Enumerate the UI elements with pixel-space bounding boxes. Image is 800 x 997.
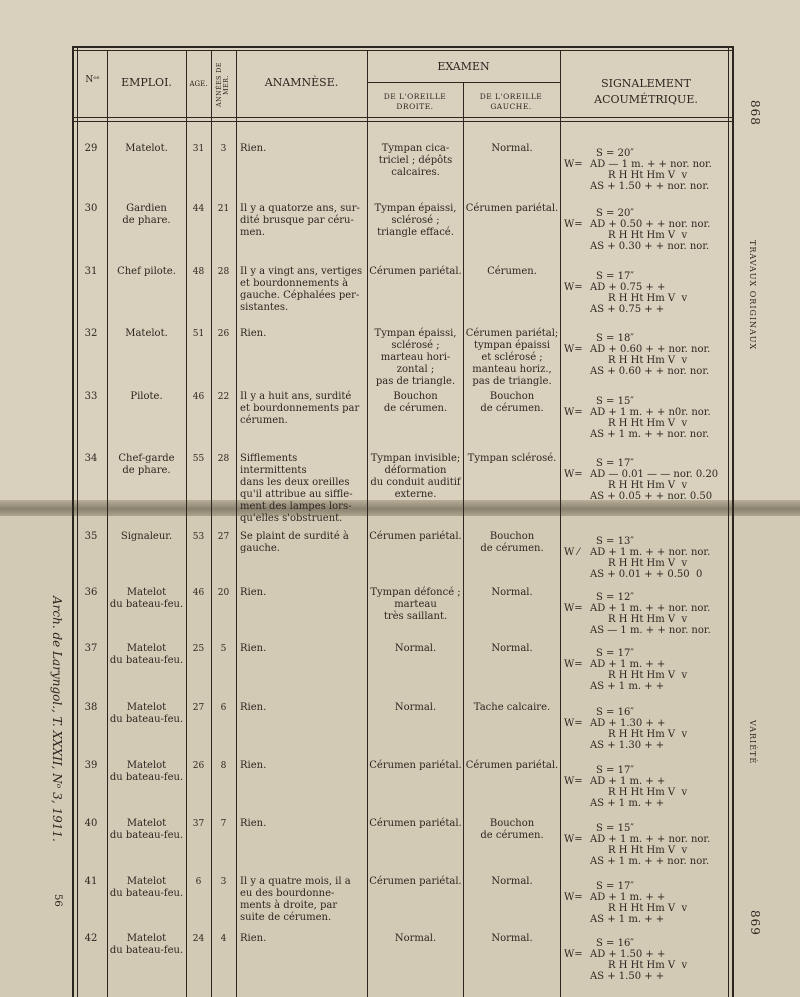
cell-emploi: Matelot du bateau-feu. — [109, 643, 184, 666]
cell-num: 31 — [84, 266, 98, 277]
cell-emploi: Matelot du bateau-feu. — [109, 876, 184, 899]
signalement-rh: R H Ht Hm V v — [608, 729, 688, 740]
cell-mer: 20 — [217, 588, 230, 598]
table-right-border — [728, 46, 734, 997]
cell-mer: 8 — [220, 761, 227, 771]
cell-age: 24 — [192, 934, 205, 944]
cell-age: 6 — [195, 877, 202, 887]
signalement-as: AS + 0.75 + + — [590, 304, 665, 315]
signalement-as: AS + 0.01 + + 0.50 0 — [590, 569, 703, 580]
cell-emploi: Matelot du bateau-feu. — [109, 818, 184, 841]
signalement-ad: AD + 1.30 + + — [590, 718, 666, 729]
signalement-s: S = 16″ — [596, 707, 635, 718]
signalement-rh: R H Ht Hm V v — [608, 558, 688, 569]
cell-anamnese: Rien. — [240, 933, 267, 944]
col-line — [107, 51, 108, 997]
cell-anamnese: Sifflements intermittents dans les deux oreilles qu'il attribue au siffle- ment des lampes lors- qu'elles s'obstruent. — [240, 453, 353, 524]
examen-sub-rule — [367, 82, 560, 83]
cell-num: 41 — [84, 876, 98, 887]
signalement-w-label: W= — [564, 659, 583, 670]
cell-age: 46 — [192, 392, 205, 402]
cell-gauche: Bouchon de cérumen. — [480, 391, 544, 414]
signalement-rh: R H Ht Hm V v — [608, 170, 688, 181]
signalement-rh: R H Ht Hm V v — [608, 614, 688, 625]
cell-num: 29 — [84, 143, 98, 154]
cell-mer: 4 — [220, 934, 227, 944]
signalement-as: AS + 0.30 + + nor. nor. — [590, 241, 710, 252]
cell-emploi: Matelot du bateau-feu. — [109, 587, 184, 610]
cell-age: 31 — [192, 144, 205, 154]
header-age: AGE. — [189, 80, 208, 88]
signalement-as: AS + 1.50 + + — [590, 971, 665, 982]
signalement-w-label: W ⁄ — [564, 547, 580, 558]
signalement-w-label: W= — [564, 892, 583, 903]
cell-mer: 3 — [220, 144, 227, 154]
signalement-w-label: W= — [564, 603, 583, 614]
cell-mer: 3 — [220, 877, 227, 887]
signalement-ad: AD + 1 m. + + — [590, 892, 666, 903]
page-number-top: 868 — [748, 100, 762, 126]
running-head-variete: VARIÉTÉ — [748, 720, 757, 765]
cell-age: 48 — [192, 267, 205, 277]
signalement-as: AS + 1 m. + + nor. nor. — [590, 429, 710, 440]
signalement-ad: AD — 1 m. + + nor. nor. — [590, 159, 712, 170]
cell-mer: 28 — [217, 267, 230, 277]
header-anamnese: ANAMNÈSE. — [264, 76, 339, 89]
page-number-bottom: 869 — [748, 910, 762, 936]
signalement-as: AS — 1 m. + + nor. nor. — [590, 625, 711, 636]
signalement-s: S = 16″ — [596, 938, 635, 949]
header-num: Nᵒˢ — [85, 75, 100, 85]
cell-anamnese: Il y a vingt ans, vertiges et bourdonnements à gauche. Céphalées per- sistantes. — [240, 266, 363, 313]
cell-mer: 22 — [217, 392, 230, 402]
cell-num: 39 — [84, 760, 98, 771]
cell-emploi: Matelot du bateau-feu. — [109, 760, 184, 783]
table-top-rule — [72, 46, 734, 51]
cell-age: 55 — [192, 454, 205, 464]
cell-emploi: Pilote. — [130, 391, 163, 402]
cell-droite: Bouchon de cérumen. — [383, 391, 448, 414]
signalement-w-label: W= — [564, 282, 583, 293]
cell-num: 30 — [84, 203, 98, 214]
signalement-rh: R H Ht Hm V v — [608, 960, 688, 971]
running-head-travaux: TRAVAUX ORIGINAUX — [748, 240, 757, 351]
cell-num: 36 — [84, 587, 98, 598]
signalement-rh: R H Ht Hm V v — [608, 480, 688, 491]
signalement-s: S = 15″ — [596, 823, 635, 834]
cell-num: 32 — [84, 328, 98, 339]
signalement-as: AS + 0.60 + + nor. nor. — [590, 366, 710, 377]
signalement-s: S = 20″ — [596, 148, 635, 159]
cell-anamnese: Il y a huit ans, surdité et bourdonnements par cérumen. — [240, 391, 360, 426]
signalement-as: AS + 0.05 + + nor. 0.50 — [590, 491, 713, 502]
cell-droite: Tympan épaissi, sclérosé ; triangle effacé. — [374, 203, 457, 238]
signalement-w-label: W= — [564, 949, 583, 960]
cell-droite: Normal. — [394, 643, 437, 654]
cell-gauche: Tympan sclérosé. — [467, 453, 557, 464]
cell-droite: Normal. — [394, 933, 437, 944]
header-droite: DE L'OREILLE DROITE. — [383, 92, 447, 111]
signalement-rh: R H Ht Hm V v — [608, 845, 688, 856]
signalement-s: S = 20″ — [596, 208, 635, 219]
cell-droite: Tympan invisible; déformation du conduit auditif externe. — [370, 453, 461, 500]
signalement-w-label: W= — [564, 159, 583, 170]
cell-age: 44 — [192, 204, 205, 214]
col-line — [211, 51, 212, 997]
signalement-s: S = 18″ — [596, 333, 635, 344]
signalement-as: AS + 1 m. + + nor. nor. — [590, 856, 710, 867]
cell-droite: Cérumen pariétal. — [369, 266, 462, 277]
signalement-ad: AD + 1 m. + + nor. nor. — [590, 834, 711, 845]
signalement-rh: R H Ht Hm V v — [608, 670, 688, 681]
cell-droite: Cérumen pariétal. — [369, 531, 462, 542]
signalement-rh: R H Ht Hm V v — [608, 355, 688, 366]
cell-age: 46 — [192, 588, 205, 598]
cell-num: 38 — [84, 702, 98, 713]
signalement-as: AS + 1.50 + + nor. nor. — [590, 181, 710, 192]
table-header-rule — [72, 117, 734, 122]
signalement-ad: AD + 1 m. + + nor. nor. — [590, 603, 711, 614]
cell-gauche: Normal. — [491, 933, 533, 944]
cell-mer: 28 — [217, 454, 230, 464]
cell-gauche: Normal. — [491, 643, 533, 654]
cell-droite: Normal. — [394, 702, 437, 713]
cell-mer: 27 — [217, 532, 230, 542]
page-number-left: 56 — [52, 894, 63, 907]
cell-gauche: Tache calcaire. — [473, 702, 551, 713]
cell-gauche: Bouchon de cérumen. — [480, 531, 544, 554]
signalement-w-label: W= — [564, 344, 583, 355]
cell-droite: Cérumen pariétal. — [369, 876, 462, 887]
cell-droite: Cérumen pariétal. — [369, 818, 462, 829]
signalement-as: AS + 1 m. + + — [590, 681, 665, 692]
cell-age: 27 — [192, 703, 205, 713]
col-line — [186, 51, 187, 997]
signalement-ad: AD — 0.01 — — nor. 0.20 — [590, 469, 719, 480]
signalement-rh: R H Ht Hm V v — [608, 418, 688, 429]
cell-droite: Tympan cica- triciel ; dépôts calcaires. — [378, 143, 453, 178]
header-gauche: DE L'OREILLE GAUCHE. — [479, 92, 543, 111]
cell-gauche: Bouchon de cérumen. — [480, 818, 544, 841]
cell-num: 40 — [84, 818, 98, 829]
cell-mer: 7 — [220, 819, 227, 829]
cell-gauche: Normal. — [491, 143, 533, 154]
signalement-rh: R H Ht Hm V v — [608, 903, 688, 914]
cell-emploi: Matelot du bateau-feu. — [109, 702, 184, 725]
signalement-w-label: W= — [564, 718, 583, 729]
journal-reference: Arch. de Laryngol., T. XXXII, Nᵒ 3, 1911. — [50, 596, 64, 842]
cell-anamnese: Rien. — [240, 702, 267, 713]
signalement-rh: R H Ht Hm V v — [608, 293, 688, 304]
signalement-w-label: W= — [564, 834, 583, 845]
signalement-ad: AD + 0.50 + + nor. nor. — [590, 219, 711, 230]
cell-emploi: Signaleur. — [120, 531, 173, 542]
signalement-ad: AD + 1 m. + + — [590, 659, 666, 670]
header-examen: EXAMEN — [437, 60, 490, 73]
cell-emploi: Matelot. — [125, 328, 168, 339]
cell-age: 53 — [192, 532, 205, 542]
cell-num: 42 — [84, 933, 98, 944]
col-line — [236, 51, 237, 997]
cell-age: 51 — [192, 329, 205, 339]
cell-emploi: Matelot. — [125, 143, 168, 154]
cell-num: 34 — [84, 453, 98, 464]
signalement-w-label: W= — [564, 219, 583, 230]
cell-droite: Cérumen pariétal. — [369, 760, 462, 771]
signalement-w-label: W= — [564, 469, 583, 480]
table-left-border — [72, 46, 78, 997]
signalement-rh: R H Ht Hm V v — [608, 230, 688, 241]
signalement-as: AS + 1 m. + + — [590, 914, 665, 925]
signalement-ad: AD + 1.50 + + — [590, 949, 666, 960]
cell-age: 26 — [192, 761, 205, 771]
cell-anamnese: Il y a quatorze ans, sur- dité brusque par céru- men. — [240, 203, 360, 238]
header-signalement: SIGNALEMENT ACOUMÉTRIQUE. — [594, 77, 698, 106]
signalement-as: AS + 1 m. + + — [590, 798, 665, 809]
cell-mer: 6 — [220, 703, 227, 713]
cell-mer: 26 — [217, 329, 230, 339]
signalement-s: S = 12″ — [596, 592, 635, 603]
cell-droite: Tympan épaissi, sclérosé ; marteau hori- zontal ; pas de triangle. — [374, 328, 457, 387]
cell-anamnese: Rien. — [240, 760, 267, 771]
cell-gauche: Cérumen pariétal. — [465, 203, 559, 214]
cell-emploi: Chef-garde de phare. — [118, 453, 175, 476]
col-line — [560, 51, 561, 997]
signalement-ad: AD + 1 m. + + n0r. nor. — [590, 407, 711, 418]
signalement-s: S = 15″ — [596, 396, 635, 407]
signalement-w-label: W= — [564, 776, 583, 787]
signalement-ad: AD + 0.75 + + — [590, 282, 666, 293]
signalement-ad: AD + 0.60 + + nor. nor. — [590, 344, 711, 355]
signalement-ad: AD + 1 m. + + — [590, 776, 666, 787]
signalement-s: S = 17″ — [596, 648, 635, 659]
header-annees: ANNÉES DE MER. — [215, 62, 230, 108]
cell-anamnese: Rien. — [240, 818, 267, 829]
cell-num: 35 — [84, 531, 98, 542]
cell-mer: 21 — [217, 204, 230, 214]
cell-mer: 5 — [220, 644, 227, 654]
cell-gauche: Cérumen pariétal; tympan épaissi et sclérosé ; manteau horiz., pas de triangle. — [465, 328, 559, 387]
cell-anamnese: Rien. — [240, 643, 267, 654]
cell-anamnese: Se plaint de surdité à gauche. — [240, 531, 349, 554]
cell-droite: Tympan défoncé ; marteau très saillant. — [370, 587, 461, 622]
col-line — [367, 51, 368, 997]
cell-num: 33 — [84, 391, 98, 402]
signalement-w-label: W= — [564, 407, 583, 418]
header-emploi: EMPLOI. — [121, 76, 172, 89]
cell-emploi: Gardien de phare. — [122, 203, 171, 226]
cell-anamnese: Rien. — [240, 143, 267, 154]
signalement-ad: AD + 1 m. + + nor. nor. — [590, 547, 711, 558]
cell-anamnese: Rien. — [240, 587, 267, 598]
cell-age: 37 — [192, 819, 205, 829]
cell-emploi: Chef pilote. — [117, 266, 176, 277]
cell-emploi: Matelot du bateau-feu. — [109, 933, 184, 956]
cell-anamnese: Il y a quatre mois, il a eu des bourdonne- ments à droite, par suite de cérumen. — [240, 876, 351, 923]
cell-gauche: Normal. — [491, 876, 533, 887]
cell-num: 37 — [84, 643, 98, 654]
cell-gauche: Cérumen. — [487, 266, 537, 277]
signalement-as: AS + 1.30 + + — [590, 740, 665, 751]
cell-gauche: Cérumen pariétal. — [465, 760, 559, 771]
signalement-s: S = 17″ — [596, 765, 635, 776]
signalement-s: S = 17″ — [596, 458, 635, 469]
cell-anamnese: Rien. — [240, 328, 267, 339]
cell-gauche: Normal. — [491, 587, 533, 598]
cell-age: 25 — [192, 644, 205, 654]
signalement-s: S = 17″ — [596, 881, 635, 892]
signalement-rh: R H Ht Hm V v — [608, 787, 688, 798]
signalement-s: S = 17″ — [596, 271, 635, 282]
signalement-s: S = 13″ — [596, 536, 635, 547]
